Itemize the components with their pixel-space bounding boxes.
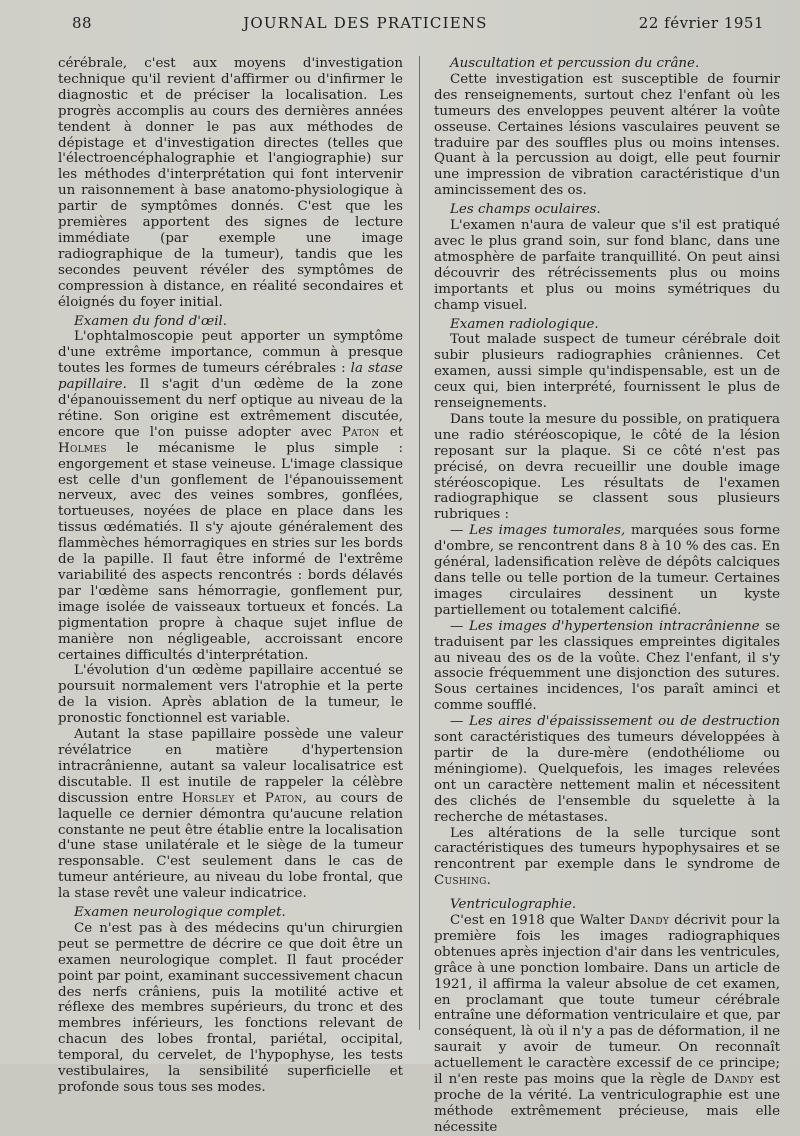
paragraph: L'évolution d'un œdème papillaire accentué se poursuit normalement vers l'atrophie et la perte de la vision. Après ablation de la tumeur, le pronostic fonctionnel est variable. bbox=[58, 663, 403, 727]
text-run: . bbox=[486, 873, 491, 889]
paragraph: L'examen n'aura de valeur que s'il est pratiqué avec le plus grand soin, sur fond blanc, dans une atmosphère de parfaite tranquillité. On peut ainsi découvrir des rétrécissements plus ou moins importants et plus ou moins symétriques du champ visuel. bbox=[434, 218, 780, 313]
dash: — bbox=[450, 618, 470, 634]
list-item bbox=[434, 619, 780, 714]
author-name: Dandy bbox=[713, 1072, 754, 1088]
text-run: , au cours de laquelle ce dernier démontra qu'aucune relation constante ne peut être établie entre la localisation d'une stase unilatérale et le siège de la tumeur responsable. C'est seulement dans le cas de tumeur antérieure, au niveau du lobe frontal, que la stase revêt une valeur indicatrice. bbox=[58, 790, 403, 902]
emphasis: la stase papillaire. bbox=[58, 361, 403, 393]
text-run: marquées sous forme d'ombre, se rencontrent dans 8 à 10 % des cas. En général, ladensification relève de dépôts calciques dans telle ou telle portion de la tumeur. Certaines images circulaires dessinent un kyste partiellement ou totalement calcifié. bbox=[434, 523, 780, 618]
text-run: décrivit pour la première fois les images radiographiques obtenues après injection d'air dans les ventricules, grâce à une ponction lombaire. Dans un article de 1921, il affirma la valeur absolue de cet examen, en proclamant que toute tumeur cérébrale entraîne une déformation ventriculaire et que, par conséquent, là où il n'y a pas de déformation, il ne saurait y avoir de tumeur. On reconnaît actuellement le caractère excessif de ce principe; il n'en reste pas moins que la règle de bbox=[434, 913, 780, 1088]
author-name: Holmes bbox=[58, 440, 107, 456]
text-run: est proche de la vérité. La ventriculographie est une méthode extrêmement précieuse, mais elle nécessite bbox=[434, 1072, 780, 1135]
author-name: Cushing bbox=[434, 873, 487, 889]
section-heading-radiologique: Examen radiologique. bbox=[450, 316, 599, 332]
dash: — bbox=[450, 523, 470, 539]
paragraph bbox=[434, 913, 780, 1136]
text-run: se traduisent par les classiques empreintes digitales au niveau des os de la voûte. Chez l'enfant, il s'y associe fréquemment une disjonction des sutures. Sous certaines incidences, l'os paraît aminci et comme soufflé. bbox=[434, 618, 780, 714]
paragraph: Cette investigation est susceptible de fournir des renseignements, surtout chez l'enfant où les tumeurs des enveloppes peuvent altérer la voûte osseuse. Certaines lésions vasculaires peuvent se traduire par des souffles plus ou moins intenses. Quant à la percussion au doigt, elle peut fournir une impression de vibration caractéristique d'un amincissement des os. bbox=[434, 71, 780, 199]
text-run: Il s'agit d'un œdème de la zone d'épanouissement du nerf optique au niveau de la rétine. Son origine est extrêmement discutée, encore que l'on puisse adopter avec bbox=[58, 377, 403, 440]
author-name: Paton bbox=[341, 424, 380, 440]
paragraph bbox=[434, 826, 780, 890]
section-heading-neurologique: Examen neurologique complet. bbox=[74, 905, 286, 921]
text-run: Autant la stase papillaire possède une valeur révélatrice en matière d'hypertension intracrânienne, autant sa valeur localisatrice est discutable. Il est inutile de rappeler la célèbre discussion entre bbox=[58, 727, 403, 806]
text-run: Les altérations de la selle turcique sont caractéristiques des tumeurs hypophysaires et se rencontrent par exemple dans le syndrome de bbox=[434, 825, 780, 873]
author-name: Horsley bbox=[181, 790, 235, 806]
paragraph bbox=[58, 727, 403, 902]
emphasis: Les images d'hypertension intracrânienne bbox=[469, 618, 760, 634]
dash: — bbox=[450, 714, 469, 730]
emphasis: Les images tumorales, bbox=[469, 523, 626, 539]
paragraph: Tout malade suspect de tumeur cérébrale doit subir plusieurs radiographies crâniennes. Cet examen, aussi simple qu'indispensable, est un de ceux qui, bien interprété, fournissent le plus de renseignements. bbox=[434, 332, 780, 412]
author-name: Dandy bbox=[629, 913, 670, 929]
paragraph: cérébrale, c'est aux moyens d'investigation technique qu'il revient d'affirmer ou d'infirmer le diagnostic et de préciser la localisation. Les progrès accomplis au cours des dernières années tendent à donner le pas aux méthodes de dépistage et d'investigation directes (telles que l'électroencéphalographie et l'angiographie) sur les méthodes d'interprétation qui font intervenir un raisonnement à base anatomo-physiologique à partir de symptômes donnés. C'est que les premières apportent des signes de lecture immédiate (par exemple une image radiographique de la tumeur), tandis que les secondes peuvent révéler des symptômes de compression à distance, en réalité secondaires et éloignés du foyer initial. bbox=[58, 56, 403, 310]
section-heading-ventriculographie: Ventriculographie. bbox=[450, 897, 577, 913]
section-heading-fond-oeil: Examen du fond d'œil. bbox=[74, 313, 228, 329]
text-run: et bbox=[234, 790, 265, 806]
issue-date: 22 février 1951 bbox=[638, 14, 764, 32]
list-item bbox=[434, 523, 780, 618]
text-run: C'est en 1918 que Walter bbox=[450, 913, 630, 929]
text-run: et bbox=[379, 424, 403, 440]
paragraph bbox=[58, 329, 403, 663]
page-header bbox=[72, 14, 764, 40]
paragraph: Ce n'est pas à des médecins qu'un chirurgien peut se permettre de décrire ce que doit être un examen neurologique complet. Il faut procéder point par point, examinant successivement chacun des nerfs crâniens, puis la motilité active et réflexe des membres supérieurs, du tronc et des membres inférieurs, les fonctions relevant de chacun des lobes frontal, pariétal, occipital, temporal, du cervelet, de l'hypophyse, les tests vestibulaires, la sensibilité superficielle et profonde sous tous ses modes. bbox=[58, 920, 403, 1095]
text-run: L'ophtalmoscopie peut apporter un symptôme d'une extrême importance, commun à presque toutes les formes de tumeurs cérébrales : bbox=[58, 329, 403, 377]
text-run: sont caractéristiques des tumeurs développées à partir de la dure-mère (endothéliome ou méningiome). Quelquefois, les images relevées ont un caractère nettement malin et nécessitent des clichés de l'ensemble du squelette à la recherche de métastases. bbox=[434, 730, 780, 825]
article-columns bbox=[58, 56, 781, 1135]
journal-title: JOURNAL DES PRATICIENS bbox=[243, 14, 488, 32]
paragraph: Dans toute la mesure du possible, on pratiquera une radio stéréoscopique, le côté de la lésion reposant sur la plaque. Si ce côté n'est pas précisé, on devra recueillir une double image stéréoscopique. Les résultats de l'examen radiographique se classent sous plusieurs rubriques : bbox=[434, 411, 780, 523]
emphasis: Les aires d'épaississement ou de destruction bbox=[468, 714, 781, 730]
list-item bbox=[434, 714, 780, 825]
section-heading-auscultation: Auscultation et percussion du crâne. bbox=[450, 56, 700, 71]
text-run: le mécanisme le plus simple : engorgement et stase veineuse. L'image classique est celle d'un gonflement de l'épanouissement nerveux, avec des veines sombres, gonflées, tortueuses, noyées de place en place dans les tissus œdématiés. Il s'y ajoute généralement des flammèches hémorragiques en stries sur les bords de la papille. Il faut être informé de l'extrême variabilité des aspects rencontrés : bords délavés par l'œdème sans hémorragie, gonflement pur, image isolée de vaisseaux tortueux et foncés. La pigmentation propre à chaque sujet influe de manière non négligeable, accroissant encore certaines difficultés d'interprétation. bbox=[58, 440, 403, 663]
left-column bbox=[58, 56, 419, 1095]
page-number: 88 bbox=[72, 14, 93, 32]
section-heading-champs: Les champs oculaires. bbox=[450, 202, 601, 218]
author-name: Paton bbox=[264, 790, 303, 806]
right-column bbox=[419, 56, 781, 1135]
